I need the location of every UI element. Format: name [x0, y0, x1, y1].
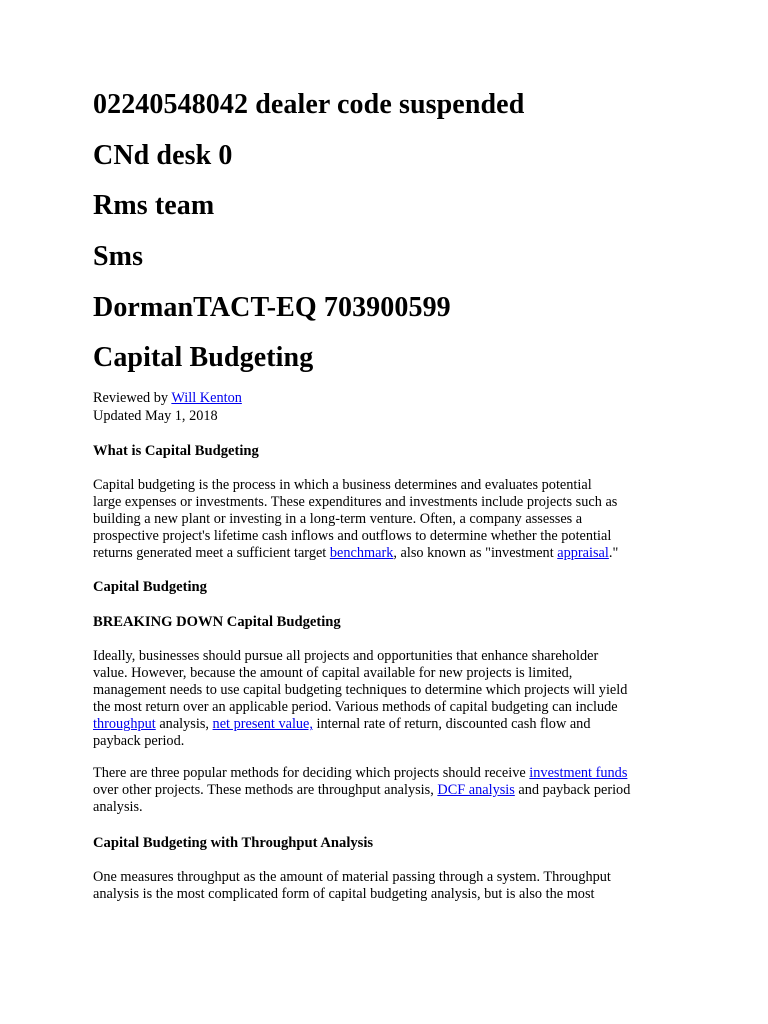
- benchmark-link[interactable]: benchmark: [329, 545, 394, 562]
- text-line: analysis is the most complicated form of capital budgeting analysis, but is also the most: [93, 886, 595, 903]
- investment-funds-link[interactable]: investment funds: [529, 765, 628, 781]
- text-line: payback period.: [93, 733, 185, 750]
- what-is-heading: What is Capital Budgeting: [93, 443, 259, 459]
- byline: [93, 389, 242, 425]
- text-line: Capital budgeting is the process in which a business determines and evaluates potential: [93, 477, 592, 493]
- updated-date: Updated May 1, 2018: [93, 408, 218, 424]
- appraisal-link[interactable]: appraisal: [557, 545, 609, 562]
- text-fragment: .": [608, 545, 619, 562]
- breaking-down-paragraph: [93, 648, 693, 751]
- text-line: [93, 545, 693, 562]
- definition-paragraph: [93, 477, 693, 562]
- capital-budgeting-subheading: Capital Budgeting: [93, 579, 207, 595]
- heading-cnd-desk: CNd desk 0: [93, 140, 233, 171]
- reviewer-link[interactable]: Will Kenton: [171, 390, 242, 406]
- text-fragment: analysis,: [155, 716, 213, 733]
- text-fragment: over other projects. These methods are throughput analysis,: [93, 782, 438, 799]
- reviewed-by-line: [93, 389, 242, 407]
- heading-dormantact: DormanTACT-EQ 703900599: [93, 292, 451, 323]
- heading-rms-team: Rms team: [93, 190, 215, 221]
- text-line: [93, 782, 693, 799]
- page-title: Capital Budgeting: [93, 342, 314, 373]
- text-line: building a new plant or investing in a long-term venture. Often, a company assesses a: [93, 511, 583, 528]
- text-line: large expenses or investments. These expenditures and investments include projects such as: [93, 494, 618, 511]
- dcf-analysis-link[interactable]: DCF analysis: [437, 782, 515, 799]
- text-fragment: and payback period: [514, 782, 631, 799]
- text-line: prospective project's lifetime cash inflows and outflows to determine whether the potential: [93, 528, 612, 545]
- text-fragment: , also known as "investment: [393, 545, 558, 562]
- text-line: analysis.: [93, 799, 143, 816]
- throughput-paragraph: [93, 869, 693, 903]
- text-line: value. However, because the amount of capital available for new projects is limited,: [93, 665, 573, 682]
- heading-dealer-code: 02240548042 dealer code suspended: [93, 89, 525, 120]
- text-line: [93, 765, 693, 782]
- throughput-link[interactable]: throughput: [93, 716, 156, 733]
- text-line: management needs to use capital budgeting techniques to determine which projects will yield: [93, 682, 628, 699]
- text-fragment: There are three popular methods for deciding which projects should receive: [93, 765, 530, 781]
- text-line: One measures throughput as the amount of material passing through a system. Throughput: [93, 869, 611, 885]
- heading-sms: Sms: [93, 241, 144, 272]
- text-line: [93, 716, 693, 733]
- text-line: Ideally, businesses should pursue all projects and opportunities that enhance shareholder: [93, 648, 599, 664]
- text-fragment: returns generated meet a sufficient target: [93, 545, 330, 562]
- breaking-down-heading: BREAKING DOWN Capital Budgeting: [93, 614, 341, 630]
- methods-paragraph: [93, 765, 693, 816]
- throughput-analysis-heading: Capital Budgeting with Throughput Analysis: [93, 835, 374, 851]
- reviewed-by-label: Reviewed by: [93, 390, 172, 406]
- text-fragment: internal rate of return, discounted cash flow and: [312, 716, 591, 733]
- net-present-value-link[interactable]: net present value,: [212, 716, 313, 733]
- text-line: the most return over an applicable period. Various methods of capital budgeting can include: [93, 699, 618, 716]
